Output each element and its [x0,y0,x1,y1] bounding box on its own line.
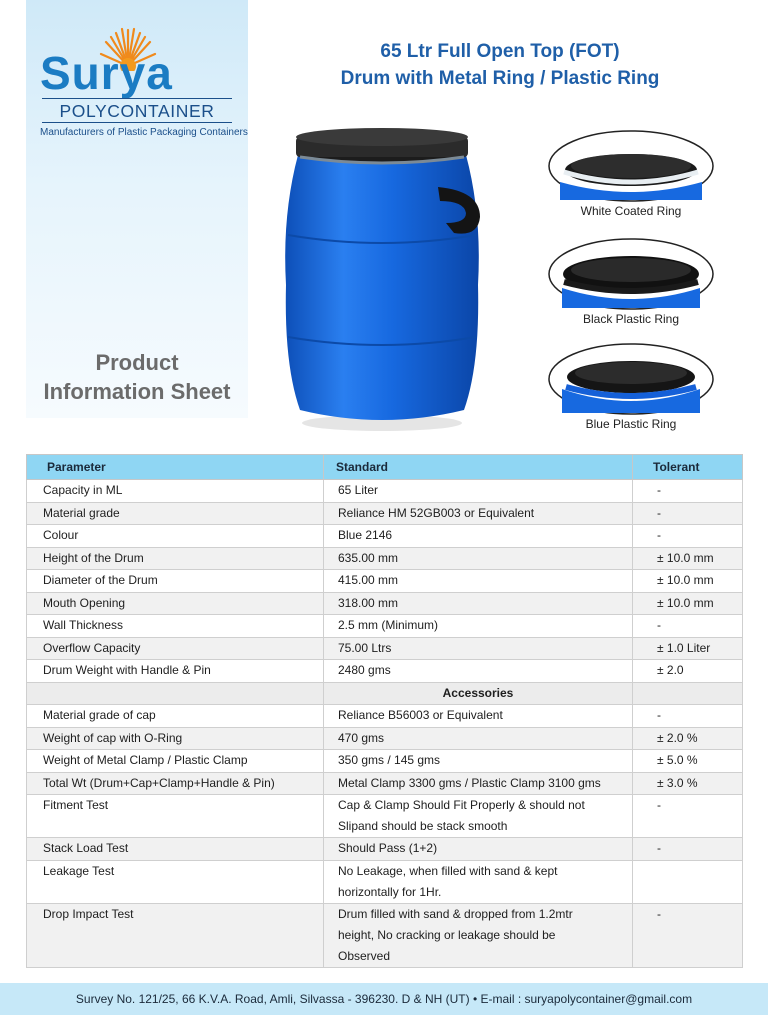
cell-standard [324,795,633,838]
cell-standard [324,860,633,903]
cell-tolerant: - [633,480,743,503]
cell-parameter: Weight of cap with O-Ring [27,727,324,750]
product-title [330,38,670,92]
cell-tolerant: ± 5.0 % [633,750,743,773]
footer-address: Survey No. 121/25, 66 K.V.A. Road, Amli, Silvassa - 396230. D & NH (UT) • E-mail : suryapolycontainer@gmail.com [0,983,768,1015]
product-title-line-1: 65 Ltr Full Open Top (FOT) [380,41,620,62]
ring-white-coated [548,130,714,218]
ring-label-white: White Coated Ring [580,204,682,218]
cell-standard: Blue 2146 [324,525,633,548]
cell-parameter: Diameter of the Drum [27,570,324,593]
table-row [27,547,743,570]
cell-parameter: Mouth Opening [27,592,324,615]
cell-parameter: Colour [27,525,324,548]
cell-parameter: Drop Impact Test [27,903,324,967]
cell-parameter: Capacity in ML [27,480,324,503]
cell-tolerant: ± 2.0 % [633,727,743,750]
product-title-line-2: Drum with Metal Ring / Plastic Ring [340,68,660,89]
fitment-line-2: Slipand should be stack smooth [338,819,508,833]
table-row [27,903,743,967]
cell-tolerant: ± 10.0 mm [633,570,743,593]
table-row [27,592,743,615]
brand-logo [40,28,248,143]
cell-standard: Reliance B56003 or Equivalent [324,705,633,728]
cell-tolerant: - [633,502,743,525]
cell-parameter: Weight of Metal Clamp / Plastic Clamp [27,750,324,773]
ring-label-blue: Blue Plastic Ring [585,417,677,431]
sheet-title-line-1: Product [95,350,179,375]
leakage-line-1: No Leakage, when filled with sand & kept [338,863,558,878]
sheet-title [26,348,248,406]
table-row [27,525,743,548]
cell-tolerant: - [633,525,743,548]
table-row [27,660,743,683]
table-row [27,502,743,525]
table-row [27,772,743,795]
cell-standard [324,903,633,967]
ring-label-black: Black Plastic Ring [582,312,680,326]
cell-tolerant: - [633,615,743,638]
header-tolerant: Tolerant [633,455,743,480]
cell-tolerant: - [633,705,743,728]
table-header-row [27,455,743,480]
black-ring-image [548,238,714,310]
leakage-line-2: horizontally for 1Hr. [338,884,442,899]
cell-standard: Reliance HM 52GB003 or Equivalent [324,502,633,525]
drop-line-2: height, No cracking or leakage should be [338,927,556,942]
cell-standard: 318.00 mm [324,592,633,615]
cell-tolerant: - [633,838,743,861]
table-row [27,860,743,903]
table-row [27,705,743,728]
cell-tolerant: - [633,795,743,838]
blue-ring-image [548,343,714,415]
cell-parameter: Total Wt (Drum+Cap+Clamp+Handle & Pin) [27,772,324,795]
cell-standard: 415.00 mm [324,570,633,593]
cell-standard: 350 gms / 145 gms [324,750,633,773]
cell-parameter: Leakage Test [27,860,324,903]
cell-standard: 635.00 mm [324,547,633,570]
section-spacer-right [633,682,743,705]
table-row [27,838,743,861]
cell-parameter: Overflow Capacity [27,637,324,660]
cell-standard: Metal Clamp 3300 gms / Plastic Clamp 3100 gms [324,772,633,795]
cell-parameter: Height of the Drum [27,547,324,570]
brand-subname: POLYCONTAINER [42,98,232,123]
table-row [27,570,743,593]
table-row [27,615,743,638]
cell-tolerant: ± 2.0 [633,660,743,683]
table-section-row [27,682,743,705]
cell-tolerant: - [633,903,743,967]
table-row [27,795,743,838]
cell-tolerant: ± 10.0 mm [633,547,743,570]
cell-parameter: Drum Weight with Handle & Pin [27,660,324,683]
cell-tolerant: ± 1.0 Liter [633,637,743,660]
brand-tagline: Manufacturers of Plastic Packaging Containers [40,127,248,138]
cell-parameter: Material grade [27,502,324,525]
fitment-line-1: Cap & Clamp Should Fit Properly & should not [338,798,585,812]
cell-parameter: Stack Load Test [27,838,324,861]
table-row [27,727,743,750]
cell-standard: Should Pass (1+2) [324,838,633,861]
drop-line-3: Observed [338,948,391,963]
ring-black-plastic [548,238,714,326]
cell-standard: 75.00 Ltrs [324,637,633,660]
header-standard: Standard [324,455,633,480]
cell-parameter: Fitment Test [27,795,324,838]
cell-parameter: Wall Thickness [27,615,324,638]
cell-standard: 470 gms [324,727,633,750]
cell-standard: 65 Liter [324,480,633,503]
spec-table [26,454,743,968]
cell-standard: 2.5 mm (Minimum) [324,615,633,638]
white-ring-image [548,130,714,202]
ring-blue-plastic [548,343,714,431]
section-accessories: Accessories [324,682,633,705]
header-parameter: Parameter [27,455,324,480]
drop-line-1: Drum filled with sand & dropped from 1.2mtr [338,906,573,921]
cell-tolerant: ± 10.0 mm [633,592,743,615]
cell-tolerant [633,860,743,903]
cell-tolerant: ± 3.0 % [633,772,743,795]
drum-image [270,125,490,435]
table-row [27,480,743,503]
brand-name: Surya [40,47,173,99]
cell-standard: 2480 gms [324,660,633,683]
table-row [27,750,743,773]
table-row [27,637,743,660]
sheet-title-line-2: Information Sheet [43,379,231,404]
cell-parameter: Material grade of cap [27,705,324,728]
section-spacer-left [27,682,324,705]
